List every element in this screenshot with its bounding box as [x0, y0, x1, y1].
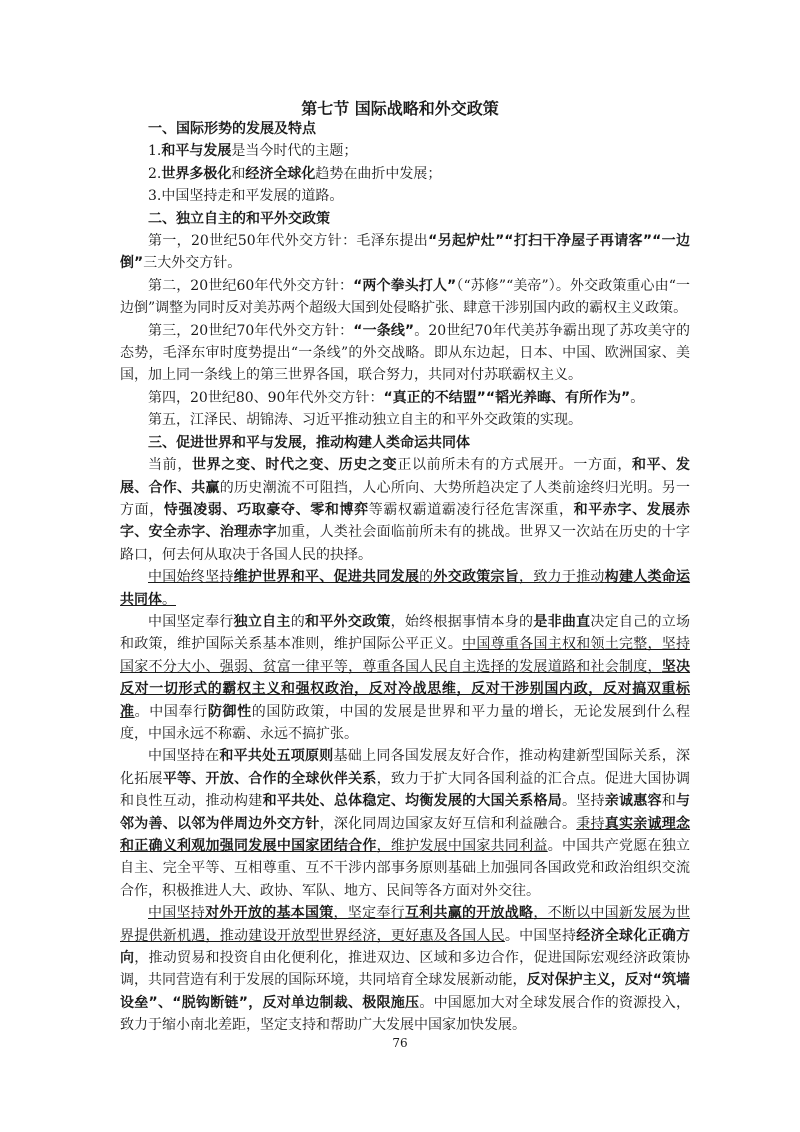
document-body: [120, 118, 690, 1037]
paragraph: 第二，20世纪60年代外交方针：“两个拳头打人”（“苏修”“美帝”）。外交政策重心由“一边倒”调整为同时反对美苏两个超级大国到处侵略扩张、肆意干涉别国内政的霸权主义政策。: [120, 277, 690, 317]
heading-2: 二、独立自主的和平外交政策: [148, 210, 330, 227]
paragraph: 中国坚定奉行独立自主的和平外交政策，始终根据事情本身的是非曲直决定自己的立场和政策，维护国际关系基本准则，维护国际公平正义。中国尊重各国主权和领土完整，坚持国家不分大小、强弱、贫富一律平等，尊重各国人民自主选择的发展道路和社会制度，坚决反对一切形式的霸权主义和强权政治，反对冷战思维，反对干涉别国内政，反对搞双重标准。中国奉行防御性的国防政策，中国的发展是世界和平力量的增长，无论发展到什么程度，中国永远不称霸、永远不搞扩张。: [120, 613, 691, 742]
paragraph: 第四，20世纪80、90年代外交方针：“真正的不结盟”“韬光养晦、有所作为”。: [148, 389, 645, 406]
paragraph: 第五，江泽民、胡锦涛、习近平推动独立自主的和平外交政策的实现。: [148, 412, 582, 429]
heading-3: 三、促进世界和平与发展，推动构建人类命运共同体: [148, 434, 470, 451]
section-title: 第七节 国际战略和外交政策: [301, 99, 499, 118]
list-item: 1.和平与发展是当今时代的主题；: [148, 143, 358, 160]
page-number: 76: [392, 1036, 408, 1050]
paragraph: 中国始终坚持维护世界和平、促进共同发展的外交政策宗旨，致力于推动构建人类命运共同体。: [120, 569, 691, 608]
paragraph: 中国坚持在和平共处五项原则基础上同各国发展友好合作，推动构建新型国际关系，深化拓展平等、开放、合作的全球伙伴关系，致力于扩大同各国利益的汇合点。促进大国协调和良性互动，推动构建和平共处、总体稳定、均衡发展的大国关系格局。坚持亲诚惠容和与邻为善、以邻为伴周边外交方针，深化同周边国家友好互信和利益融合。秉持真实亲诚理念和正确义利观加强同发展中国家团结合作，维护发展中国家共同利益。中国共产党愿在独立自主、完全平等、互相尊重、互不干涉内部事务原则基础上加强同各国政党和政治组织交流合作，积极推进人大、政协、军队、地方、民间等各方面对外交往。: [120, 748, 691, 899]
heading-1: 一、国际形势的发展及特点: [148, 121, 316, 137]
paragraph: 中国坚持对外开放的基本国策，坚定奉行互利共赢的开放战略，不断以中国新发展为世界提供新机遇，推动建设开放型世界经济，更好惠及各国人民。中国坚持经济全球化正确方向，推动贸易和投资自由化便利化，推进双边、区域和多边合作，促进国际宏观经济政策协调，共同营造有利于发展的国际环境，共同培育全球发展新动能，反对保护主义，反对“筑墙设垒”、“脱钩断链”，反对单边制裁、极限施压。中国愿加大对全球发展合作的资源投入，致力于缩小南北差距，坚定支持和帮助广大发展中国家加快发展。: [120, 905, 691, 1034]
paragraph: 第一，20世纪50年代外交方针：毛泽东提出“另起炉灶”“打扫干净屋子再请客”“一边倒”三大外交方针。: [120, 233, 690, 272]
paragraph: 当前，世界之变、时代之变、历史之变正以前所未有的方式展开。一方面，和平、发展、合作、共赢的历史潮流不可阻挡，人心所向、大势所趋决定了人类前途终归光明。另一方面，恃强凌弱、巧取豪夺、零和博弈等霸权霸道霸凌行径危害深重，和平赤字、发展赤字、安全赤字、治理赤字加重，人类社会面临前所未有的挑战。世界又一次站在历史的十字路口，何去何从取决于各国人民的抉择。: [120, 457, 691, 563]
list-item: 2.世界多极化和经济全球化趋势在曲折中发展；: [148, 165, 442, 182]
list-item: 3.中国坚持走和平发展的道路。: [148, 188, 344, 205]
paragraph: 第三，20世纪70年代外交方针：“一条线”。20世纪70年代美苏争霸出现了苏攻美守的态势，毛泽东审时度势提出“一条线”的外交战略。即从东边起，日本、中国、欧洲国家、美国，加上同一条线上的第三世界各国，联合努力，共同对付苏联霸权主义。: [120, 322, 690, 384]
